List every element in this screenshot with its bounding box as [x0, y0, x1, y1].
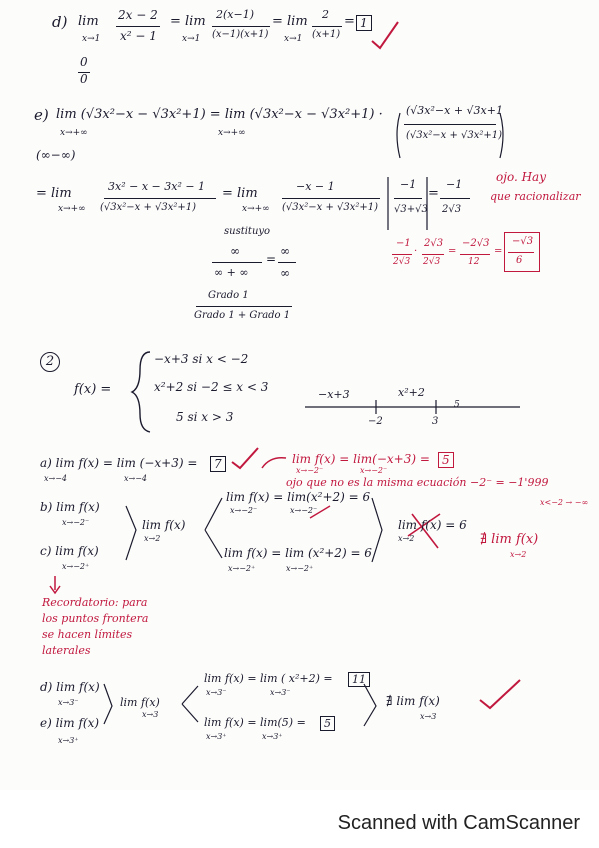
- substitution-label: sustituyo: [224, 226, 271, 237]
- conjugate-numerator: (√3x²−x + √3x+1: [406, 104, 503, 117]
- limit-subscript: x→−2⁺: [286, 564, 314, 573]
- fraction-numerator: ∞: [280, 244, 290, 258]
- limit-subscript: x→2: [144, 534, 161, 543]
- result-box: 7: [210, 456, 226, 472]
- fraction-denominator: 12: [468, 257, 480, 267]
- left-limit: lim f(x) = lim ( x²+2) =: [204, 672, 333, 685]
- limit-subscript: x→−2⁻: [296, 466, 324, 475]
- limit-center: lim f(x): [142, 518, 186, 532]
- fraction-denominator: (x−1)(x+1): [212, 29, 269, 40]
- bc-split: [205, 498, 222, 558]
- right-limit: lim f(x) = lim (x²+2) = 6: [224, 546, 372, 560]
- result-box: 11: [348, 672, 370, 687]
- limit-subscript: x→+∞: [218, 128, 246, 138]
- piecewise-brace: [132, 352, 150, 432]
- annotation-note: que racionalizar: [490, 190, 581, 203]
- fraction-denominator: (√3x²−x + √3x²+1): [282, 202, 379, 213]
- degree-numerator: Grado 1: [208, 290, 249, 301]
- reminder-line: Recordatorio: para: [42, 596, 148, 609]
- axis-label-right: x²+2: [398, 386, 425, 399]
- part-e-label: e): [34, 106, 49, 124]
- limit-subscript: x→3⁻: [58, 698, 79, 707]
- limit-subscript: x→−4: [124, 474, 148, 483]
- fraction-numerator: −1: [396, 238, 411, 249]
- reminder-line: se hacen límites: [42, 628, 133, 641]
- limit-subscript: x→1: [82, 34, 101, 44]
- limit-expression: lim (√3x²−x − √3x²+1) = lim (√3x²−x − √3x²+1) ·: [56, 107, 383, 122]
- fraction-numerator: 2: [322, 8, 329, 21]
- degree-denominator: Grado 1 + Grado 1: [194, 310, 291, 321]
- limit-subscript: x→−2⁻: [62, 518, 90, 527]
- scanner-watermark: Scanned with CamScanner: [337, 812, 580, 834]
- indeterminate-denominator: 0: [80, 72, 88, 86]
- part-d: d) lim f(x): [40, 680, 100, 694]
- limit-subscript: x→−2⁻: [290, 506, 318, 515]
- check-mark-a: [232, 448, 258, 468]
- tick-label: 5: [454, 400, 460, 410]
- limit-subscript: x→3⁻: [270, 688, 291, 697]
- lim-text: lim: [78, 14, 99, 29]
- limit-subscript: x→2: [510, 550, 527, 559]
- fraction-denominator: (√3x²−x + √3x²+1): [100, 202, 197, 213]
- fraction-numerator: ∞: [230, 244, 240, 258]
- de-join: [364, 684, 376, 726]
- part-b: b) lim f(x): [40, 500, 100, 514]
- limit-subscript: x→2: [398, 534, 415, 543]
- indeterminate-numerator: 0: [80, 55, 88, 69]
- part-e: e) lim f(x): [40, 716, 100, 730]
- no-limit: ∄ lim f(x): [480, 532, 539, 547]
- limit-subscript: x→+∞: [242, 204, 270, 214]
- fraction-denominator: ∞: [280, 266, 290, 280]
- left-limit: lim f(x) = lim(x²+2) = 6: [226, 490, 371, 504]
- fraction-denominator: x² − 1: [120, 29, 157, 43]
- limit-subscript: x→−2⁻: [360, 466, 388, 475]
- limit-subscript: x→3⁺: [262, 732, 283, 741]
- result-box: [504, 232, 540, 272]
- fraction-numerator: 2(x−1): [216, 8, 255, 21]
- equals-lim: = lim: [36, 186, 72, 201]
- limit-subscript: x→−2⁻: [230, 506, 258, 515]
- struck-limit: lim f(x) = 6: [398, 518, 467, 532]
- right-limit: lim f(x) = lim(5) =: [204, 716, 306, 729]
- correction-text: lim f(x) = lim(−x+3) =: [292, 452, 430, 466]
- fraction-numerator: −1: [446, 178, 463, 191]
- piece-2: x²+2 si −2 ≤ x < 3: [154, 380, 269, 394]
- limit-center: lim f(x): [120, 696, 160, 709]
- limit-subscript: x→−2⁺: [228, 564, 256, 573]
- fraction-numerator: −1: [400, 178, 417, 191]
- limit-subscript: x→3: [142, 710, 159, 719]
- limit-subscript: x→1: [284, 34, 303, 44]
- indeterminate-form: (∞−∞): [36, 148, 76, 162]
- limit-subscript: x→3: [420, 712, 437, 721]
- bc-bracket: [126, 506, 136, 560]
- final-conclusion: ∄ lim f(x): [386, 694, 440, 708]
- result-box: 5: [320, 716, 335, 731]
- limit-subscript: x→+∞: [58, 204, 86, 214]
- fraction-denominator: (x+1): [312, 29, 341, 40]
- limit-subscript: x→−2⁺: [62, 562, 90, 571]
- conjugate-denominator: (√3x²−x + √3x²+1): [406, 130, 503, 141]
- equals-lim: = lim: [170, 14, 206, 29]
- fraction-numerator: 2x − 2: [118, 8, 158, 22]
- limit-subscript: x→+∞: [60, 128, 88, 138]
- warning-subnote: x<−2 → −∞: [540, 498, 589, 507]
- fraction-denominator: 2√3: [442, 204, 462, 215]
- question-number: 2: [40, 352, 60, 372]
- piece-1: −x+3 si x < −2: [154, 352, 249, 366]
- fraction-denominator: ∞ + ∞: [214, 266, 249, 279]
- limit-subscript: x→−4: [44, 474, 68, 483]
- fraction-numerator: 2√3: [424, 238, 444, 249]
- axis-label-left: −x+3: [318, 388, 350, 401]
- fraction-numerator: −x − 1: [296, 180, 335, 193]
- equals-lim: = lim: [272, 14, 308, 29]
- check-mark-d: [372, 22, 398, 48]
- de-bracket: [104, 684, 112, 724]
- part-c: c) lim f(x): [40, 544, 99, 558]
- piece-3: 5 si x > 3: [176, 410, 234, 424]
- de-split: [182, 686, 198, 722]
- equals-lim: = lim: [222, 186, 258, 201]
- correction-arrow: [262, 458, 286, 468]
- result-box: 5: [438, 452, 454, 468]
- limit-subscript: x→3⁻: [206, 688, 227, 697]
- part-a: a) lim f(x) = lim (−x+3) =: [40, 456, 198, 470]
- result-box: 1: [356, 15, 372, 31]
- tick-label: 3: [432, 416, 439, 427]
- fraction-numerator: 3x² − x − 3x² − 1: [108, 180, 206, 193]
- check-mark-final: [480, 680, 520, 708]
- fraction-numerator: −√3: [512, 236, 534, 247]
- reminder-line: laterales: [42, 644, 91, 657]
- bc-join: [372, 498, 382, 562]
- fraction-denominator: √3+√3: [394, 204, 428, 215]
- function-name: f(x) =: [74, 382, 112, 397]
- part-d-label: d): [52, 13, 68, 31]
- limit-subscript: x→3⁺: [58, 736, 79, 745]
- fraction-denominator: 2√3: [393, 257, 411, 267]
- fraction-denominator: 2√3: [423, 257, 441, 267]
- fraction-numerator: −2√3: [462, 238, 490, 249]
- limit-subscript: x→1: [182, 34, 201, 44]
- warning-note: ojo que no es la misma ecuación −2⁻ = −1'999: [286, 476, 549, 489]
- tick-label: −2: [368, 416, 383, 427]
- limit-subscript: x→3⁺: [206, 732, 227, 741]
- fraction-denominator: 6: [516, 255, 523, 266]
- annotation-note: ojo. Hay: [496, 170, 546, 184]
- reminder-line: los puntos frontera: [42, 612, 149, 625]
